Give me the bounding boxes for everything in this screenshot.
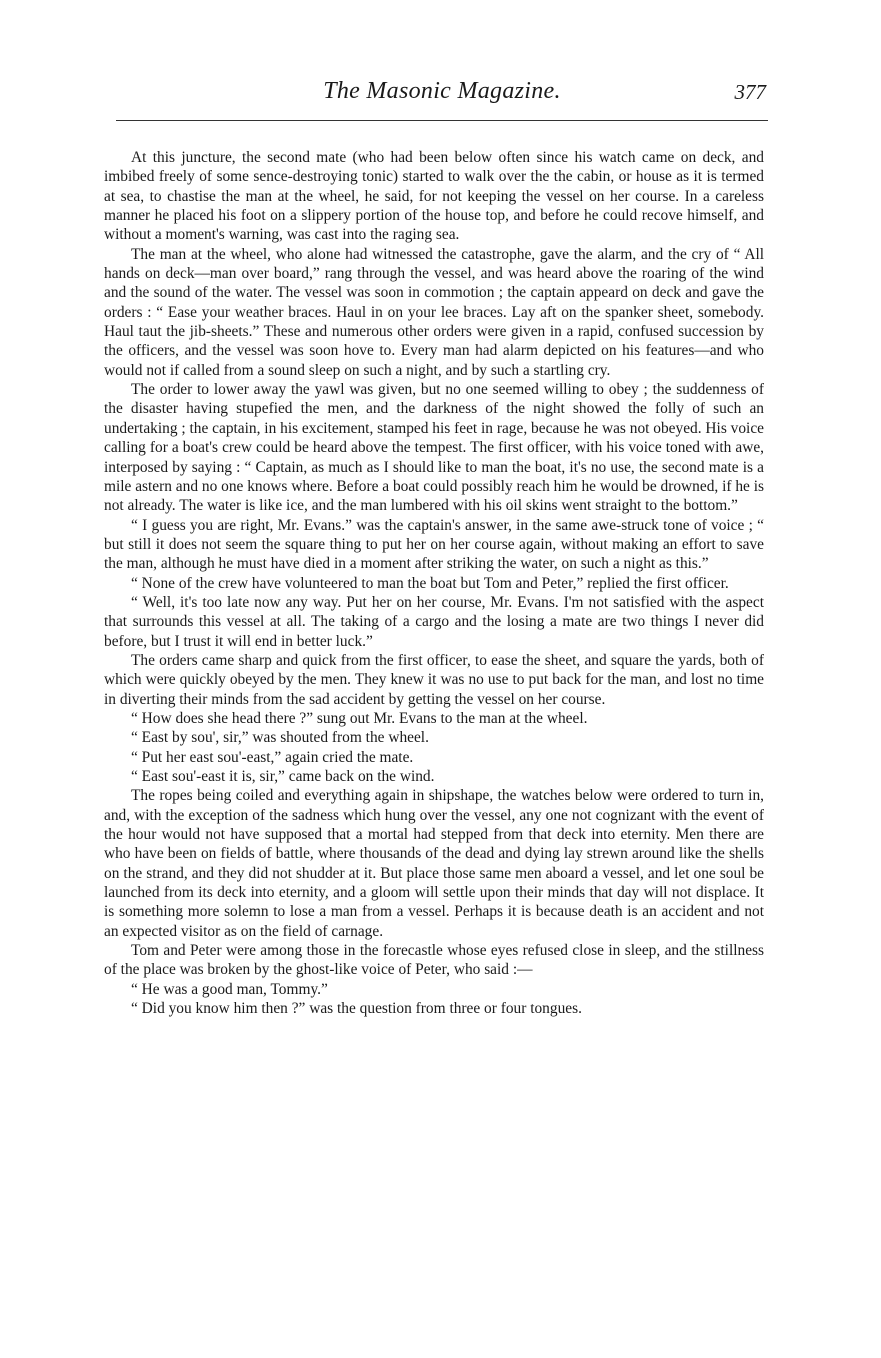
paragraph: “ None of the crew have volunteered to man the boat but Tom and Peter,” replied the first officer. [131, 574, 729, 592]
paragraph: “ He was a good man, Tommy.” [131, 980, 328, 998]
paragraph: “ How does she head there ?” sung out Mr. Evans to the man at the wheel. [131, 709, 588, 727]
page-header [118, 72, 766, 112]
page-number: 377 [734, 80, 766, 104]
paragraph: “ Did you know him then ?” was the question from three or four tongues. [131, 1000, 582, 1018]
paragraph: At this juncture, the second mate (who had been below often since his watch came on deck, and imbibed freely of some sence-destroying tonic) started to walk over the the cabin, or house as it is termed at sea, to chastise the man at the wheel, he said, for not keeping the vessel on her course. In a careless manner he placed his foot on a slippery portion of the house top, and before he could recove himself, and without a moment's warning, was cast into the raging sea. [104, 149, 764, 244]
paragraph: “ East by sou', sir,” was shouted from the wheel. [131, 729, 429, 747]
paragraph: The orders came sharp and quick from the first officer, to ease the sheet, and square the yards, both of which were quickly obeyed by the men. They knew it was no use to put back for the man, and lost no time in diverting their minds from the sad accident by getting the vessel on her course. [104, 651, 764, 708]
paragraph: “ Put her east sou'-east,” again cried the mate. [131, 748, 414, 766]
paragraph: “ I guess you are right, Mr. Evans.” was the captain's answer, in the same awe-struck tone of voice ; “ but still it does not seem the square thing to put her on her course again, without making an effort to save the man, although he must have died in a moment after striking the water, on such a night as this.” [104, 516, 764, 573]
paragraph: The man at the wheel, who alone had witnessed the catastrophe, gave the alarm, and the cry of “ All hands on deck—man over board,” rang through the vessel, and was heard above the roaring of the wind and the sound of the water. The vessel was soon in commotion ; the captain appeard on deck and gave the orders : “ Ease your weather braces. Haul in on your lee braces. Lay aft on the spanker sheet, somebody. Haul taut the jib-sheets.” These and numerous other orders were given in a rapid, confused succession by the officers, and the vessel was soon hove to. Every man had alarm depicted on his features—and who would not if called from a sound sleep on such a night, and by such a startling cry. [104, 245, 764, 379]
article-body [104, 148, 764, 1018]
paragraph: The ropes being coiled and everything again in shipshape, the watches below were ordered to turn in, and, with the exception of the sadness which hung over the vessel, any one not cognizant with the event of the hour would not have supposed that a mortal had stepped from that deck into eternity. Men there are who have been on fields of battle, where thousands of the dead and dying lay strewn around like the shells on the strand, and they did not shudder at it. But place those same men aboard a vessel, and let one soul be launched from its deck into eternity, and a gloom will settle upon their minds that day will not displace. It is something more solemn to lose a man from a vessel. Perhaps it is because death is an accident and not an expected visitor as on the field of carnage. [104, 787, 764, 940]
paragraph: “ Well, it's too late now any way. Put her on her course, Mr. Evans. I'm not satisfied with the aspect that surrounds this vessel at all. The taking of a cargo and the losing a mate are two things I never did before, but I trust it will end in better luck.” [104, 593, 764, 650]
running-title: The Masonic Magazine. [323, 78, 561, 104]
paragraph: Tom and Peter were among those in the forecastle whose eyes refused close in sleep, and the stillness of the place was broken by the ghost-like voice of Peter, who said :— [104, 942, 764, 979]
header-rule [116, 120, 768, 121]
paragraph: “ East sou'-east it is, sir,” came back on the wind. [131, 768, 435, 785]
paragraph: The order to lower away the yawl was given, but no one seemed willing to obey ; the suddenness of the disaster having stupefied the men, and the darkness of the night showed the folly of such an undertaking ; the captain, in his excitement, stamped his feet in rage, because he was not obeyed. His voice calling for a boat's crew could be heard above the tempest. The first officer, with his voice toned with awe, interposed by saying : “ Captain, as much as I should like to man the boat, it's no use, the second mate is a mile astern and no one knows where. Before a boat could possibly reach him he would be drowned, if he is not already. The water is like ice, and the man lumbered with his oil skins went straight to the bottom.” [104, 381, 764, 515]
